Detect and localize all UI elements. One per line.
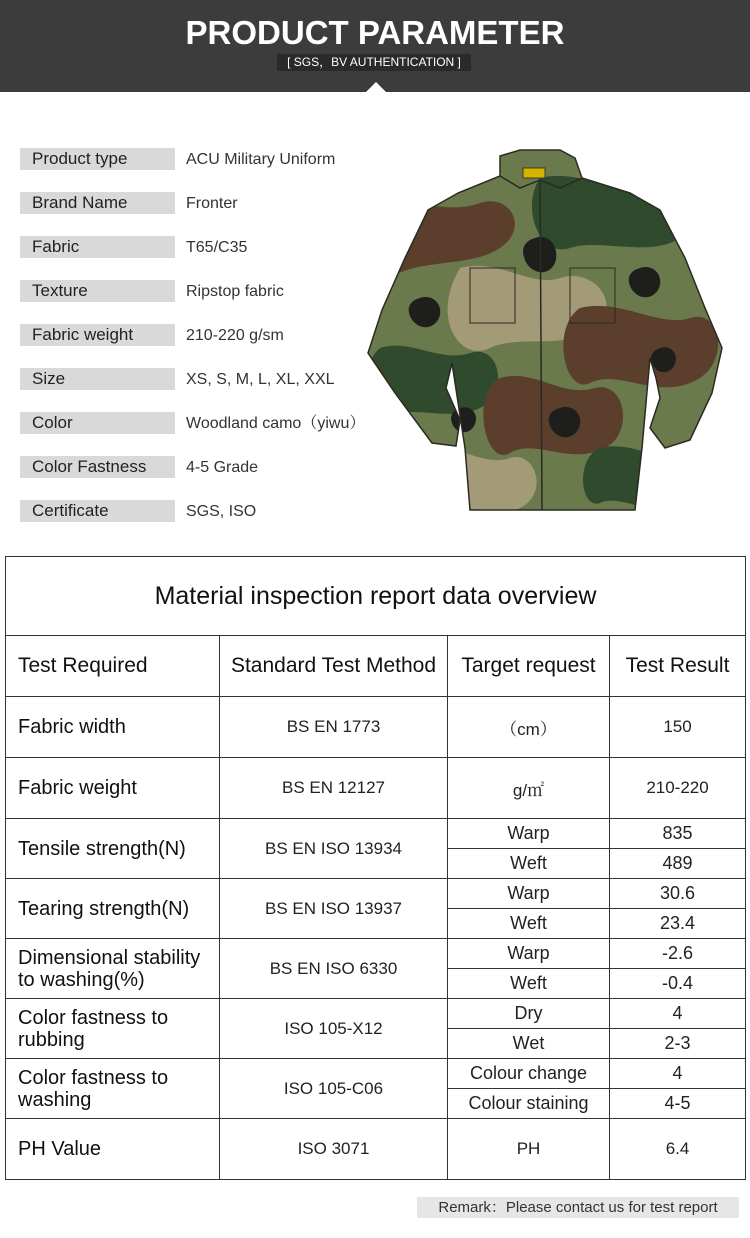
authentication-badge: [ SGS，BV AUTHENTICATION ] (277, 54, 471, 71)
target-request: Warp (448, 939, 610, 969)
test-result: 4-5 (610, 1089, 746, 1119)
test-method: BS EN ISO 6330 (220, 939, 448, 999)
param-value: 210-220 g/sm (186, 327, 284, 344)
param-value: SGS, ISO (186, 503, 257, 520)
remark-note: Remark：Please contact us for test report (417, 1197, 739, 1218)
param-label: Size (20, 368, 175, 390)
target-request: Warp (448, 879, 610, 909)
target-request: g/㎡ (448, 758, 610, 819)
test-method: BS EN ISO 13934 (220, 819, 448, 879)
table-title: Material inspection report data overview (6, 557, 746, 636)
inspection-table (5, 556, 746, 1180)
table-row (6, 999, 746, 1029)
test-result: -0.4 (610, 969, 746, 999)
target-request: Colour staining (448, 1089, 610, 1119)
test-method: ISO 3071 (220, 1119, 448, 1180)
test-name: Color fastness to rubbing (6, 999, 220, 1059)
test-result: 2-3 (610, 1029, 746, 1059)
target-request: PH (448, 1119, 610, 1180)
table-row (6, 1059, 746, 1089)
test-result: 489 (610, 849, 746, 879)
param-label: Certificate (20, 500, 175, 522)
target-request: Dry (448, 999, 610, 1029)
param-label: Color Fastness (20, 456, 175, 478)
test-name: Fabric width (6, 697, 220, 758)
table-row (6, 697, 746, 758)
column-header: Test Result (610, 636, 746, 697)
test-result: 23.4 (610, 909, 746, 939)
table-row (6, 939, 746, 969)
test-method: BS EN 1773 (220, 697, 448, 758)
param-label: Brand Name (20, 192, 175, 214)
test-method: ISO 105-C06 (220, 1059, 448, 1119)
param-value: Woodland camo（yiwu） (186, 415, 366, 432)
column-header: Standard Test Method (220, 636, 448, 697)
test-result: 835 (610, 819, 746, 849)
camo-jacket-icon (360, 148, 732, 518)
table-row (6, 819, 746, 849)
test-result: 4 (610, 999, 746, 1029)
test-name: Tensile strength(N) (6, 819, 220, 879)
test-result: -2.6 (610, 939, 746, 969)
test-method: ISO 105-X12 (220, 999, 448, 1059)
test-name: Fabric weight (6, 758, 220, 819)
test-result: 4 (610, 1059, 746, 1089)
param-label: Color (20, 412, 175, 434)
param-label: Texture (20, 280, 175, 302)
target-request: Warp (448, 819, 610, 849)
banner-notch (366, 82, 386, 92)
column-header: Test Required (6, 636, 220, 697)
test-result: 150 (610, 697, 746, 758)
param-value: XS, S, M, L, XL, XXL (186, 371, 335, 388)
test-name: Tearing strength(N) (6, 879, 220, 939)
param-value: 4-5 Grade (186, 459, 259, 476)
table-row (6, 758, 746, 819)
param-value: ACU Military Uniform (186, 151, 336, 168)
param-value: T65/C35 (186, 239, 248, 256)
param-value: Fronter (186, 195, 238, 212)
target-request: Weft (448, 969, 610, 999)
test-result: 30.6 (610, 879, 746, 909)
test-name: Color fastness to washing (6, 1059, 220, 1119)
table-row (6, 879, 746, 909)
test-name: Dimensional stability to washing(%) (6, 939, 220, 999)
table-header-row (6, 636, 746, 697)
column-header: Target request (448, 636, 610, 697)
page-title: PRODUCT PARAMETER (185, 14, 565, 51)
table-row (6, 1119, 746, 1180)
test-result: 6.4 (610, 1119, 746, 1180)
test-result: 210-220 (610, 758, 746, 819)
param-value: Ripstop fabric (186, 283, 284, 300)
target-request: Colour change (448, 1059, 610, 1089)
header-banner (0, 0, 750, 92)
test-name: PH Value (6, 1119, 220, 1180)
param-label: Product type (20, 148, 175, 170)
target-request: Wet (448, 1029, 610, 1059)
test-method: BS EN ISO 13937 (220, 879, 448, 939)
test-method: BS EN 12127 (220, 758, 448, 819)
target-request: （cm） (448, 697, 610, 758)
target-request: Weft (448, 909, 610, 939)
target-request: Weft (448, 849, 610, 879)
param-label: Fabric weight (20, 324, 175, 346)
param-label: Fabric (20, 236, 175, 258)
